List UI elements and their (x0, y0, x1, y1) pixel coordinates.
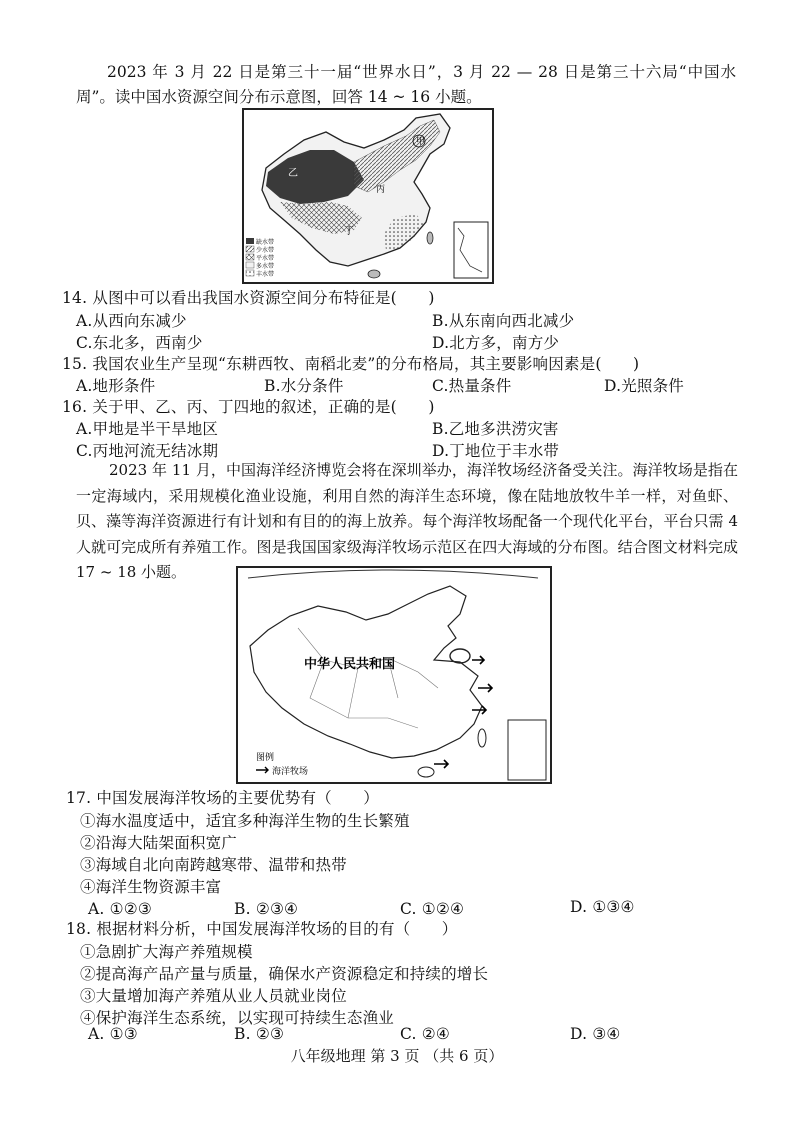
water-resources-map (242, 108, 494, 284)
q17-option-b[interactable]: B. ②③④ (234, 900, 299, 918)
legend-item-4: 多水带 (256, 263, 275, 270)
q16-option-c[interactable]: C.丙地河流无结冰期 (76, 442, 219, 460)
water-map-svg (244, 110, 492, 282)
marine-map-svg (238, 568, 550, 782)
water-map-legend (246, 238, 274, 278)
q15-option-c[interactable]: C.热量条件 (432, 377, 512, 395)
intro-paragraph-2: 2023 年 11 月，中国海洋经济博览会将在深圳举办，海洋牧场经济备受关注。海洋牧场是指在一定海域内，采用规模化渔业设施，利用自然的海洋生态环境，像在陆地放牧牛羊一样，对鱼虾、贝、藻等海洋资源进行有计划和有目的的海上放养。每个海洋牧场配备一个现代化平台，平台只需 4 人就可完成所有养殖工作。图是我国国家级海洋牧场示范区在四大海域的分布图。结合图文材料完成 17 ~ 18 小题。 (76, 461, 738, 581)
q14-option-a[interactable]: A.从西向东减少 (76, 312, 187, 330)
q15-option-a[interactable]: A.地形条件 (76, 377, 156, 395)
q14-stem: 14. 从图中可以看出我国水资源空间分布特征是( ) (62, 289, 435, 307)
q18-stem: 18. 根据材料分析，中国发展海洋牧场的目的有（ ） (66, 920, 458, 938)
q17-item-2: ②沿海大陆架面积宽广 (80, 834, 238, 852)
q18-option-d[interactable]: D. ③④ (570, 1025, 621, 1043)
q17-stem: 17. 中国发展海洋牧场的主要优势有（ ） (66, 789, 379, 807)
q17-option-c[interactable]: C. ①②④ (400, 900, 465, 918)
q15-option-d[interactable]: D.光照条件 (604, 377, 685, 395)
page-footer: 八年级地理 第 3 页 （共 6 页） (290, 1047, 504, 1065)
intro-paragraph-1: 2023 年 3 月 22 日是第三十一届“世界水日”，3 月 22 — 28 日是第三十六局“中国水周”。读中国水资源空间分布示意图，回答 14 ~ 16 小题。 (76, 63, 736, 106)
q18-option-a[interactable]: A. ①③ (88, 1025, 138, 1043)
ranch-marker-bohai (450, 649, 484, 664)
legend-item-3: 平水带 (256, 255, 275, 262)
legend-item-1: 缺水带 (256, 239, 275, 246)
q18-item-3: ③大量增加海产养殖从业人员就业岗位 (80, 987, 347, 1005)
q16-option-d[interactable]: D.丁地位于丰水带 (432, 442, 560, 460)
label-ding: 丁 (344, 226, 354, 237)
legend-item-ranch: 海洋牧场 (272, 767, 309, 777)
china-outline-2 (250, 586, 482, 758)
q17-option-a[interactable]: A. ①②③ (88, 900, 152, 918)
q17-item-3: ③海域自北向南跨越寒带、温带和热带 (80, 856, 347, 874)
q15-stem: 15. 我国农业生产呈现“东耕西牧、南稻北麦”的分布格局，其主要影响因素是( ) (62, 355, 640, 373)
ranch-marker-yellow-sea (478, 684, 492, 692)
country-name: 中华人民共和国 (304, 657, 396, 672)
q18-item-1: ①急剧扩大海产养殖规模 (80, 943, 253, 961)
ranch-marker-south-sea (434, 760, 448, 768)
marine-map-legend (256, 751, 308, 777)
q18-item-4: ④保护海洋生态系统，以实现可持续生态渔业 (80, 1009, 395, 1027)
q14-option-d[interactable]: D.北方多，南方少 (432, 334, 560, 352)
q17-item-1: ①海水温度适中，适宜多种海洋生物的生长繁殖 (80, 812, 410, 830)
q18-option-b[interactable]: B. ②③ (234, 1025, 285, 1043)
q14-option-c[interactable]: C.东北多，西南少 (76, 334, 203, 352)
legend-item-5: 丰水带 (256, 271, 275, 278)
q18-item-2: ②提高海产品产量与质量，确保水产资源稳定和持续的增长 (80, 965, 489, 983)
q16-option-a[interactable]: A.甲地是半干旱地区 (76, 420, 219, 438)
legend-title: 图例 (256, 753, 275, 763)
q16-option-b[interactable]: B.乙地多洪涝灾害 (432, 420, 559, 438)
legend-item-2: 少水带 (256, 247, 275, 254)
q14-option-b[interactable]: B.从东南向西北减少 (432, 312, 575, 330)
label-yi: 乙 (288, 168, 298, 179)
label-jia: 甲 (416, 137, 426, 147)
q18-option-c[interactable]: C. ②④ (400, 1025, 450, 1043)
label-bing: 丙 (376, 185, 386, 195)
marine-ranch-map (236, 566, 552, 784)
q17-option-d[interactable]: D. ①③④ (570, 898, 635, 916)
q15-option-b[interactable]: B.水分条件 (264, 377, 344, 395)
q17-item-4: ④海洋生物资源丰富 (80, 878, 222, 896)
q16-stem: 16. 关于甲、乙、丙、丁四地的叙述，正确的是( ) (62, 398, 435, 416)
